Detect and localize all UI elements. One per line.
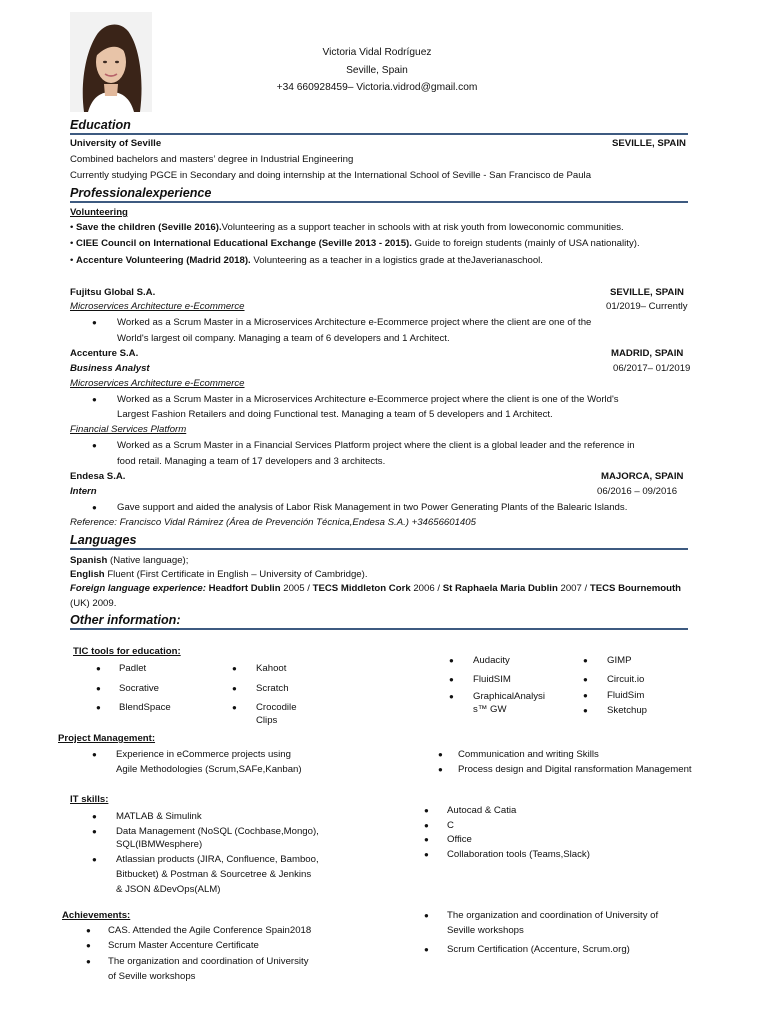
tic-item: GIMP [607, 655, 632, 666]
pm-right-item: Communication and writing Skills [458, 749, 599, 760]
tic-item: Padlet [119, 663, 147, 674]
achievement-right-item: The organization and coordination of University of [447, 910, 659, 921]
fujitsu-dates: 01/2019– Currently [606, 301, 688, 312]
experience-heading: Professionalexperience [70, 186, 212, 200]
accenture-project-1: Microservices Architecture e-Ecommerce [70, 378, 245, 389]
it-right-item: C [447, 820, 454, 831]
tic-item: GraphicalAnalysi [473, 691, 545, 702]
endesa-role: Intern [70, 486, 97, 497]
bullet-icon: ● [96, 703, 101, 712]
experience-rule [70, 201, 688, 203]
profile-photo [70, 12, 152, 112]
accenture-bullet-1-line-1: Worked as a Scrum Master in a Microservices Architecture e-Ecommerce project where the client is one of the World's [117, 394, 619, 405]
language-english: English Fluent (First Certificate in English – University of Cambridge). [70, 569, 368, 580]
bullet-icon: ● [583, 656, 588, 665]
fujitsu-project: Microservices Architecture e-Ecommerce [70, 301, 245, 312]
achievement-left-item-cont: of Seville workshops [108, 971, 196, 982]
tic-item: Audacity [473, 655, 510, 666]
tic-item: Scratch [256, 683, 289, 694]
tic-item: Kahoot [256, 663, 287, 674]
education-rule [70, 133, 688, 135]
bullet-icon: ● [96, 664, 101, 673]
it-title: IT skills: [70, 794, 109, 805]
bullet-icon: ● [583, 706, 588, 715]
education-heading: Education [70, 118, 131, 132]
volunteering-title: Volunteering [70, 207, 128, 218]
other-rule [70, 628, 688, 630]
bullet-icon: ● [449, 692, 454, 701]
tic-item: Socrative [119, 683, 159, 694]
accenture-bullet-1-line-2: Largest Fashion Retailers and doing Functional test. Managing a team of 5 developers and 1 Architect. [117, 409, 553, 420]
pm-left-line-1: Experience in eCommerce projects using [116, 749, 291, 760]
language-spanish: Spanish (Native language); [70, 555, 189, 566]
education-university: University of Seville [70, 138, 162, 149]
pm-title: Project Management: [58, 733, 156, 744]
endesa-company: Endesa S.A. [70, 471, 126, 482]
bullet-icon: ● [96, 684, 101, 693]
fujitsu-bullet-line-1: Worked as a Scrum Master in a Microservices Architecture e-Ecommerce project where the client are one of the [117, 317, 592, 328]
achievement-right-item-cont: Seville workshops [447, 925, 524, 936]
bullet-icon: ● [232, 703, 237, 712]
languages-rule [70, 548, 688, 550]
pm-right-item: Process design and Digital ransformation Management [458, 764, 692, 775]
candidate-contact: +34 660928459– Victoria.vidrod@gmail.com [276, 82, 478, 93]
bullet-icon: ● [86, 941, 91, 950]
accenture-bullet-2-line-1: Worked as a Scrum Master in a Financial Services Platform project where the client is a global leader and the reference in [117, 440, 635, 451]
candidate-name: Victoria Vidal Rodríguez [322, 47, 432, 58]
tic-title: TIC tools for education: [73, 646, 181, 657]
bullet-icon: ● [232, 664, 237, 673]
foreign-experience-cont: (UK) 2009. [70, 598, 117, 609]
tic-item: Crocodile [256, 702, 297, 713]
candidate-location: Seville, Spain [346, 65, 408, 76]
bullet-icon: ● [424, 821, 429, 830]
tic-item: BlendSpace [119, 702, 171, 713]
achievement-left-item: The organization and coordination of University [108, 956, 309, 967]
it-left-item: Data Management (NoSQL (Cochbase,Mongo), [116, 826, 319, 837]
tic-item-cont: s™ GW [473, 704, 507, 715]
accenture-bullet-2-line-2: food retail. Managing a team of 17 developers and 3 architects. [117, 456, 386, 467]
bullet-icon: ● [424, 850, 429, 859]
volunteering-item: • Accenture Volunteering (Madrid 2018). Volunteering as a teacher in a logistics grade at theJaverianaschool. [70, 255, 543, 266]
endesa-reference: Reference: Francisco Vidal Rámirez (Área de Prevención Técnica,Endesa S.A.) +34656601405 [70, 517, 476, 528]
tic-item: Sketchup [607, 705, 648, 716]
bullet-icon: ● [438, 750, 443, 759]
tic-item: FluidSim [607, 690, 645, 701]
education-line-2: Currently studying PGCE in Secondary and doing internship at the International School of Seville - San Francisco de Paula [70, 170, 592, 181]
it-right-item: Autocad & Catia [447, 805, 517, 816]
volunteering-item: • Save the children (Seville 2016).Volunteering as a support teacher in schools with at risk youth from loweconomic communities. [70, 222, 624, 233]
bullet-icon: ● [583, 691, 588, 700]
bullet-icon: ● [92, 441, 97, 450]
education-location: SEVILLE, SPAIN [612, 138, 686, 149]
bullet-icon: ● [424, 911, 429, 920]
bullet-icon: ● [92, 395, 97, 404]
accenture-dates: 06/2017– 01/2019 [613, 363, 691, 374]
achievement-right-item: Scrum Certification (Accenture, Scrum.org) [447, 944, 630, 955]
bullet-icon: ● [92, 827, 97, 836]
other-heading: Other information: [70, 613, 181, 627]
portrait-image [70, 12, 152, 112]
accenture-location: MADRID, SPAIN [611, 348, 684, 359]
bullet-icon: ● [424, 835, 429, 844]
bullet-icon: ● [232, 684, 237, 693]
endesa-dates: 06/2016 – 09/2016 [597, 486, 678, 497]
accenture-role: Business Analyst [70, 363, 150, 374]
bullet-icon: ● [86, 957, 91, 966]
bullet-icon: ● [86, 926, 91, 935]
it-left-item-cont: Bitbucket) & Postman & Sourcetree & Jenkins [116, 869, 312, 880]
education-line-1: Combined bachelors and masters’ degree in Industrial Engineering [70, 154, 354, 165]
bullet-icon: ● [438, 765, 443, 774]
bullet-icon: ● [583, 675, 588, 684]
languages-heading: Languages [70, 533, 137, 547]
bullet-icon: ● [449, 656, 454, 665]
fujitsu-company: Fujitsu Global S.A. [70, 287, 156, 298]
endesa-bullet: Gave support and aided the analysis of Labor Risk Management in two Power Generating Plants of the Balearic Islands. [117, 502, 628, 513]
bullet-icon: ● [92, 503, 97, 512]
bullet-icon: ● [424, 945, 429, 954]
bullet-icon: ● [92, 855, 97, 864]
it-right-item: Collaboration tools (Teams,Slack) [447, 849, 590, 860]
fujitsu-bullet-line-2: World's largest oil company. Managing a team of 6 developers and 1 Architect. [117, 333, 450, 344]
achievement-left-item: CAS. Attended the Agile Conference Spain2018 [108, 925, 312, 936]
achievements-title: Achievements: [62, 910, 131, 921]
achievement-left-item: Scrum Master Accenture Certificate [108, 940, 259, 951]
endesa-location: MAJORCA, SPAIN [601, 471, 684, 482]
it-left-item: Atlassian products (JIRA, Confluence, Bamboo, [116, 854, 319, 865]
bullet-icon: ● [424, 806, 429, 815]
tic-item: Circuit.io [607, 674, 645, 685]
bullet-icon: ● [92, 812, 97, 821]
it-left-item: MATLAB & Simulink [116, 811, 202, 822]
bullet-icon: ● [92, 318, 97, 327]
tic-item: FluidSIM [473, 674, 511, 685]
it-left-item-cont: SQL(IBMWesphere) [116, 839, 203, 850]
it-left-item-cont: & JSON &DevOps(ALM) [116, 884, 221, 895]
bullet-icon: ● [92, 750, 97, 759]
fujitsu-location: SEVILLE, SPAIN [610, 287, 684, 298]
accenture-project-2: Financial Services Platform [70, 424, 187, 435]
foreign-experience: Foreign language experience: Headfort Dublin 2005 / TECS Middleton Cork 2006 / St Raphaela Maria Dublin 2007 / TECS Bournemouth [70, 583, 681, 594]
it-right-item: Office [447, 834, 472, 845]
bullet-icon: ● [449, 675, 454, 684]
pm-left-line-2: Agile Methodologies (Scrum,SAFe,Kanban) [116, 764, 302, 775]
accenture-company: Accenture S.A. [70, 348, 139, 359]
tic-item-cont: Clips [256, 715, 278, 726]
volunteering-item: • CIEE Council on International Educational Exchange (Seville 2013 - 2015). Guide to foreign students (mainly of USA nationality). [70, 238, 640, 249]
